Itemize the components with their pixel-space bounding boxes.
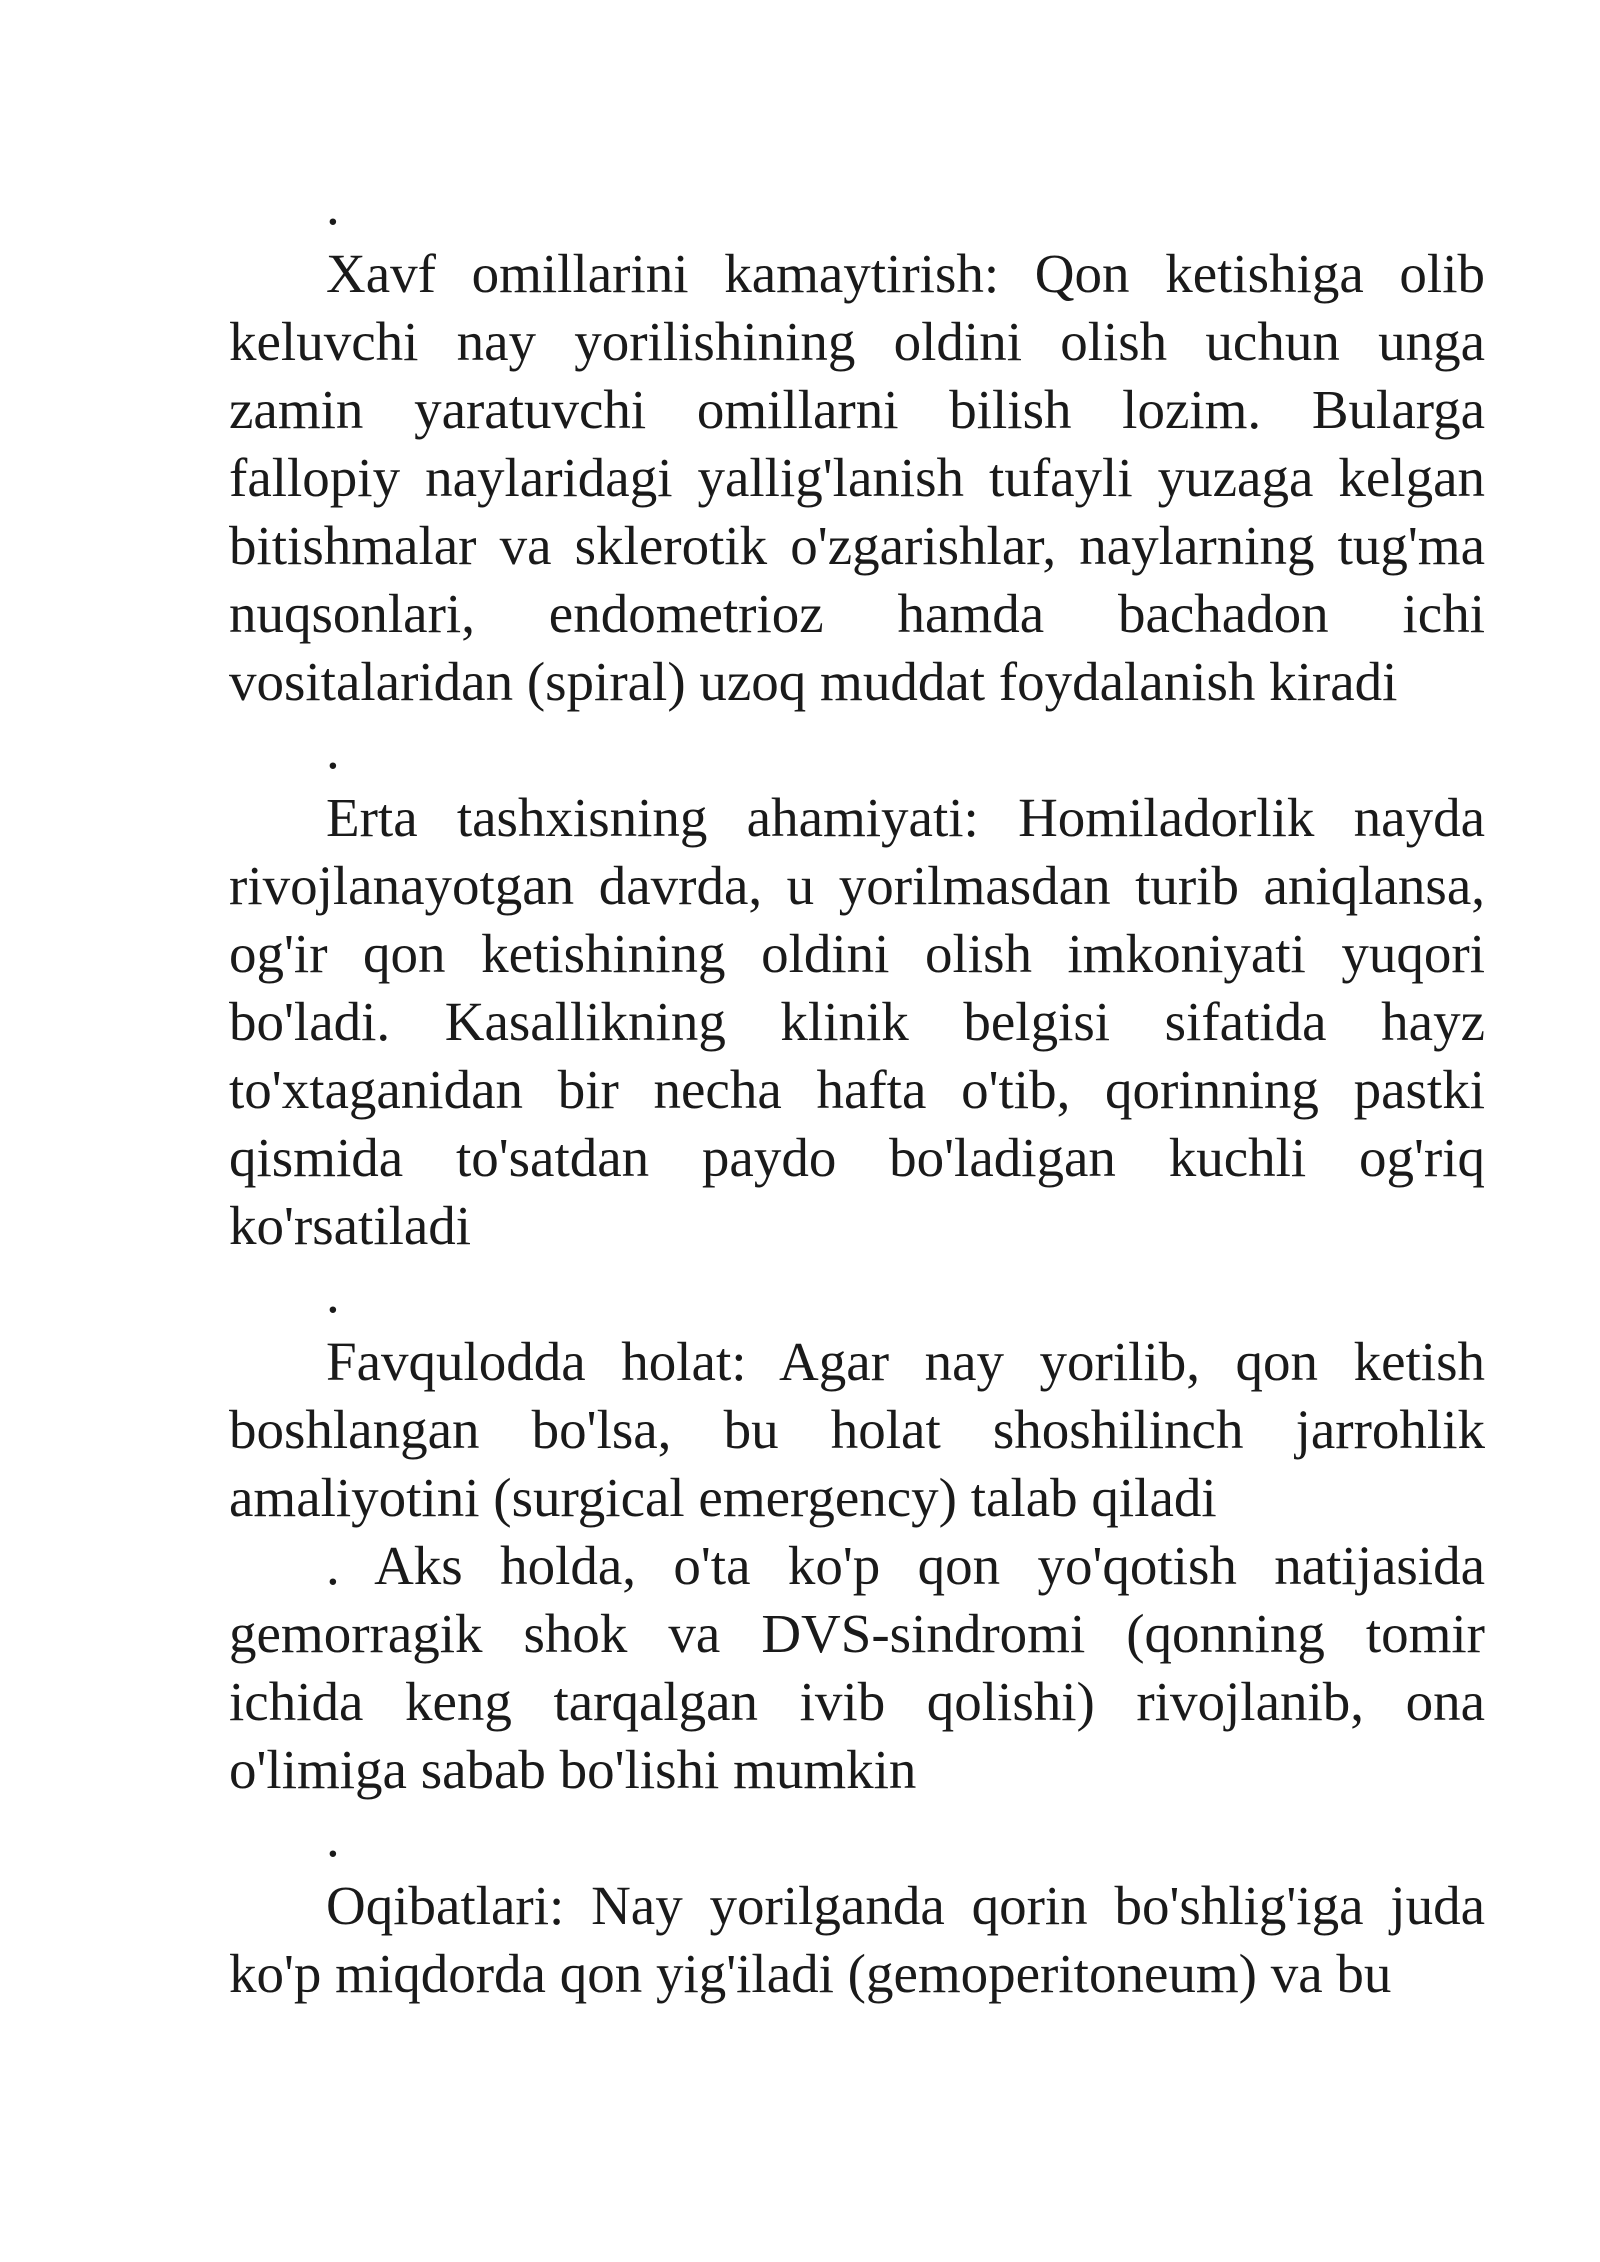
paragraph-marker: . bbox=[326, 1263, 340, 1324]
paragraph-risk-reduction: Xavf omillarini kamaytirish: Qon ketishiga olib keluvchi nay yorilishining oldini olish uchun unga zamin yaratuvchi omillarni bilish lozim. Bularga fallopiy naylaridagi yallig'lanish tufayli yuzaga kelgan bitishmalar va sklerotik o'zgarishlar, naylarning tug'ma nuqsonlari, endometrioz hamda bachadon ichi vositalaridan (spiral) uzoq muddat foydalanish kiradi bbox=[229, 243, 1485, 712]
paragraph-consequences-of-delay: . Aks holda, o'ta ko'p qon yo'qotish natijasida gemorragik shok va DVS-sindromi (qonning tomir ichida keng tarqalgan ivib qolishi) rivojlanib, ona o'limiga sabab bo'lishi mumkin bbox=[229, 1535, 1485, 1800]
paragraph-marker: . bbox=[326, 1807, 340, 1868]
paragraph-early-diagnosis: Erta tashxisning ahamiyati: Homiladorlik nayda rivojlanayotgan davrda, u yorilmasdan turib aniqlansa, og'ir qon ketishining oldini olish imkoniyati yuqori bo'ladi. Kasallikning klinik belgisi sifatida hayz to'xtaganidan bir necha hafta o'tib, qorinning pastki qismida to'satdan paydo bo'ladigan kuchli og'riq ko'rsatiladi bbox=[229, 787, 1485, 1256]
body-text bbox=[229, 172, 1485, 2008]
paragraph-outcomes: Oqibatlari: Nay yorilganda qorin bo'shlig'iga juda ko'p miqdorda qon yig'iladi (gemoperitoneum) va bu bbox=[229, 1875, 1485, 2004]
paragraph-marker: . bbox=[326, 719, 340, 780]
paragraph-emergency: Favqulodda holat: Agar nay yorilib, qon ketish boshlangan bo'lsa, bu holat shoshilinch jarrohlik amaliyotini (surgical emergency) talab qiladi bbox=[229, 1331, 1485, 1528]
paragraph-marker: . bbox=[326, 175, 340, 236]
